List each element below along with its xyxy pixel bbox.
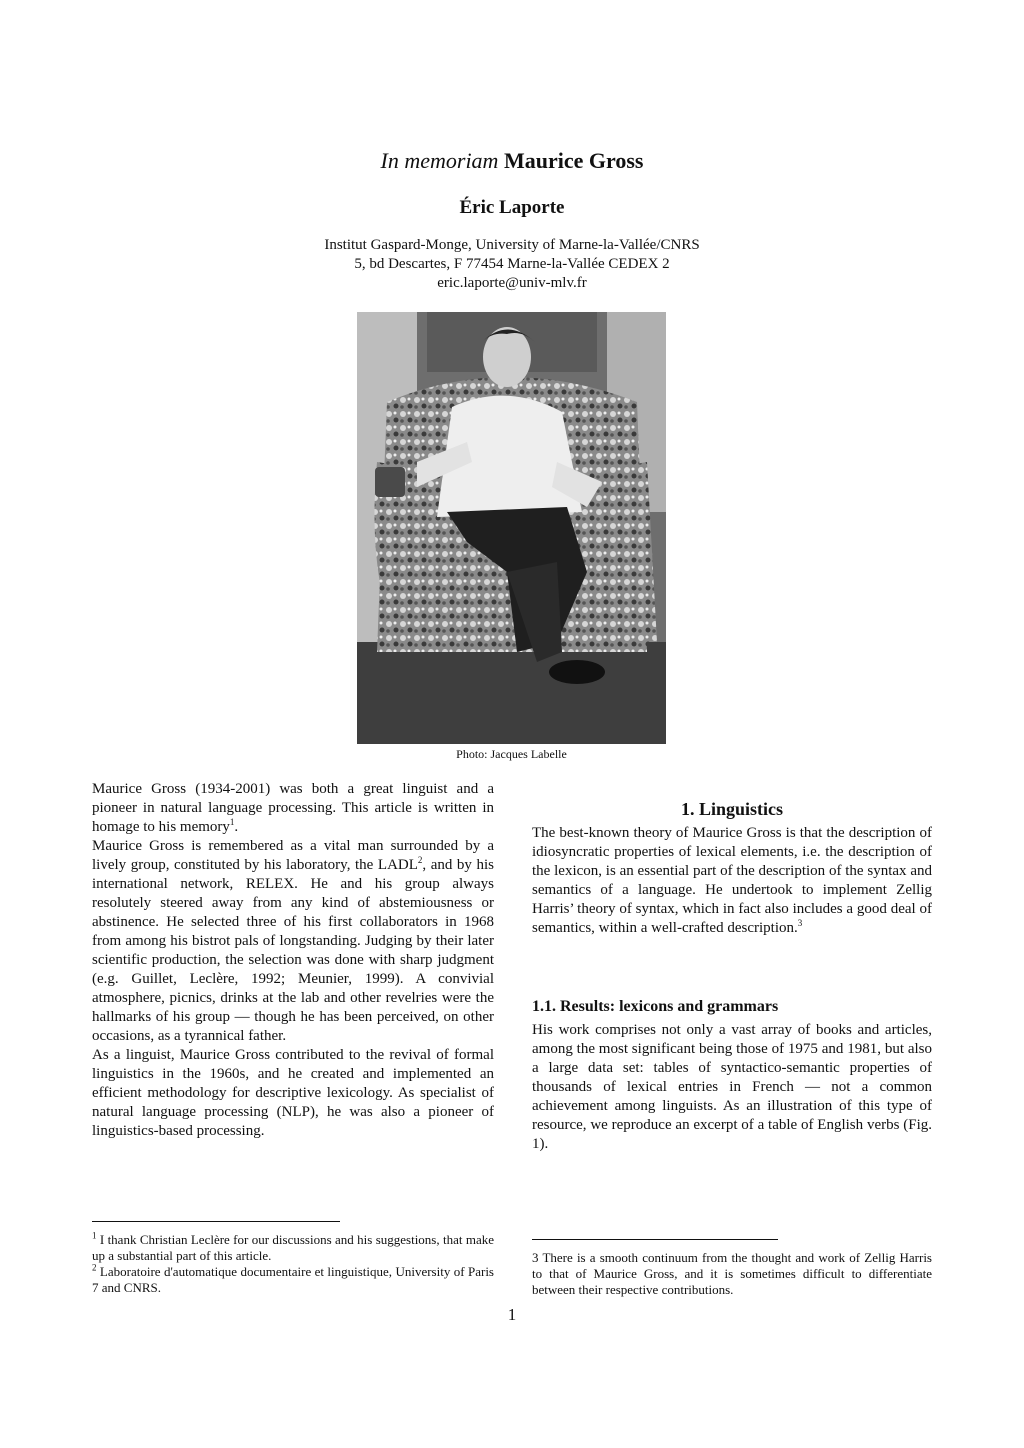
footnotes-left — [92, 1232, 494, 1296]
results-paragraph: His work comprises not only a vast array of books and articles, among the most significant being those of 1975 and 1981, but also a large data set: tables of syntactico-semantic properties of thousands of lexical entries in French — not a common achievement among linguists. As an illustration of this type of resource, we reproduce an excerpt of a table of English verbs (Fig. 1). — [532, 1022, 932, 1152]
right-column-section-1-1 — [532, 1021, 932, 1154]
footnote-ref-1: 1 — [229, 817, 235, 827]
footnote-1: $^1$ I thank Christian Leclère for our discussions and his suggestions, that make up a substantial part of this article. — [92, 1230, 494, 1263]
affiliation-line-email: eric.laporte@univ-mlv.fr — [437, 275, 587, 291]
portrait-photo-illustration — [357, 312, 666, 744]
footnote-3: 3 There is a smooth continuum from the thought and work of Zellig Harris to that of Maurice Gross, and it is sometimes difficult to differentiate between their respective contributions. — [532, 1250, 932, 1297]
subsection-heading-results: 1.1. Results: lexicons and grammars — [532, 998, 779, 1015]
section-heading-linguistics: 1. Linguistics — [680, 799, 784, 819]
portrait-photo — [357, 312, 666, 744]
intro-paragraph: Maurice Gross (1934-2001) was both a great linguist and a pioneer in natural language processing. This article is written in homage to his memory$^1$. — [92, 781, 494, 835]
footnote-divider-right — [532, 1239, 778, 1240]
title-name: Maurice Gross — [503, 148, 644, 173]
page-number: 1 — [507, 1305, 517, 1324]
footnote-ref-3: 3 — [797, 918, 803, 928]
group-paragraph: Maurice Gross is remembered as a vital man surrounded by a lively group, constituted by his laboratory, the LADL$^2$, and by his international network, RELEX. He and his group always resolutely steered away from any kind of abstemiousness or abstinence. He selected three of his first collaborators in 1968 from among his bistrot pals of longstanding. Judging by their later scientific production, the selection was done with sharp judgment (e.g. Guillet, Leclère, 1992; Meunier, 1999). A convivial atmosphere, picnics, drinks at the lab and other revelries were the hallmarks of his group — though he has been perceived, on other occasions, as a tyrannical father. — [92, 838, 495, 1044]
linguistics-paragraph: The best-known theory of Maurice Gross is that the description of idiosyncratic properties of lexical elements, i.e. the description of the lexicon, is an essential part of the description of the syntax and semantics of a language. He undertook to implement Zellig Harris’ theory of syntax, which in fact also includes a good deal of semantics, within a well-crafted description.$^3$ — [532, 825, 932, 936]
affiliation-line-address: 5, bd Descartes, F 77454 Marne-la-Vallée CEDEX 2 — [354, 256, 670, 272]
affiliation-line-institute: Institut Gaspard-Monge, University of Marne-la-Vallée/CNRS — [324, 237, 700, 253]
paper-title — [0, 146, 1024, 176]
author-name: Éric Laporte — [459, 197, 565, 218]
left-column — [92, 780, 494, 1141]
linguist-paragraph: As a linguist, Maurice Gross contributed to the revival of formal linguistics in the 1960s, and he created and implemented an efficient methodology for descriptive lexicology. As specialist of natural language processing (NLP), he was also a pioneer of linguistics-based processing. — [92, 1047, 494, 1139]
photo-caption: Photo: Jacques Labelle — [456, 747, 567, 761]
footnote-divider-left — [92, 1221, 340, 1222]
title-italic: In memoriam — [380, 148, 499, 173]
footnote-2: $^2$ Laboratoire d'automatique documentaire et linguistique, University of Paris 7 and CNRS. — [92, 1262, 494, 1295]
right-column-section-1 — [532, 824, 932, 938]
affiliation-block — [0, 236, 1024, 293]
footnotes-right — [532, 1250, 932, 1298]
footnote-ref-2: 2 — [417, 855, 423, 865]
